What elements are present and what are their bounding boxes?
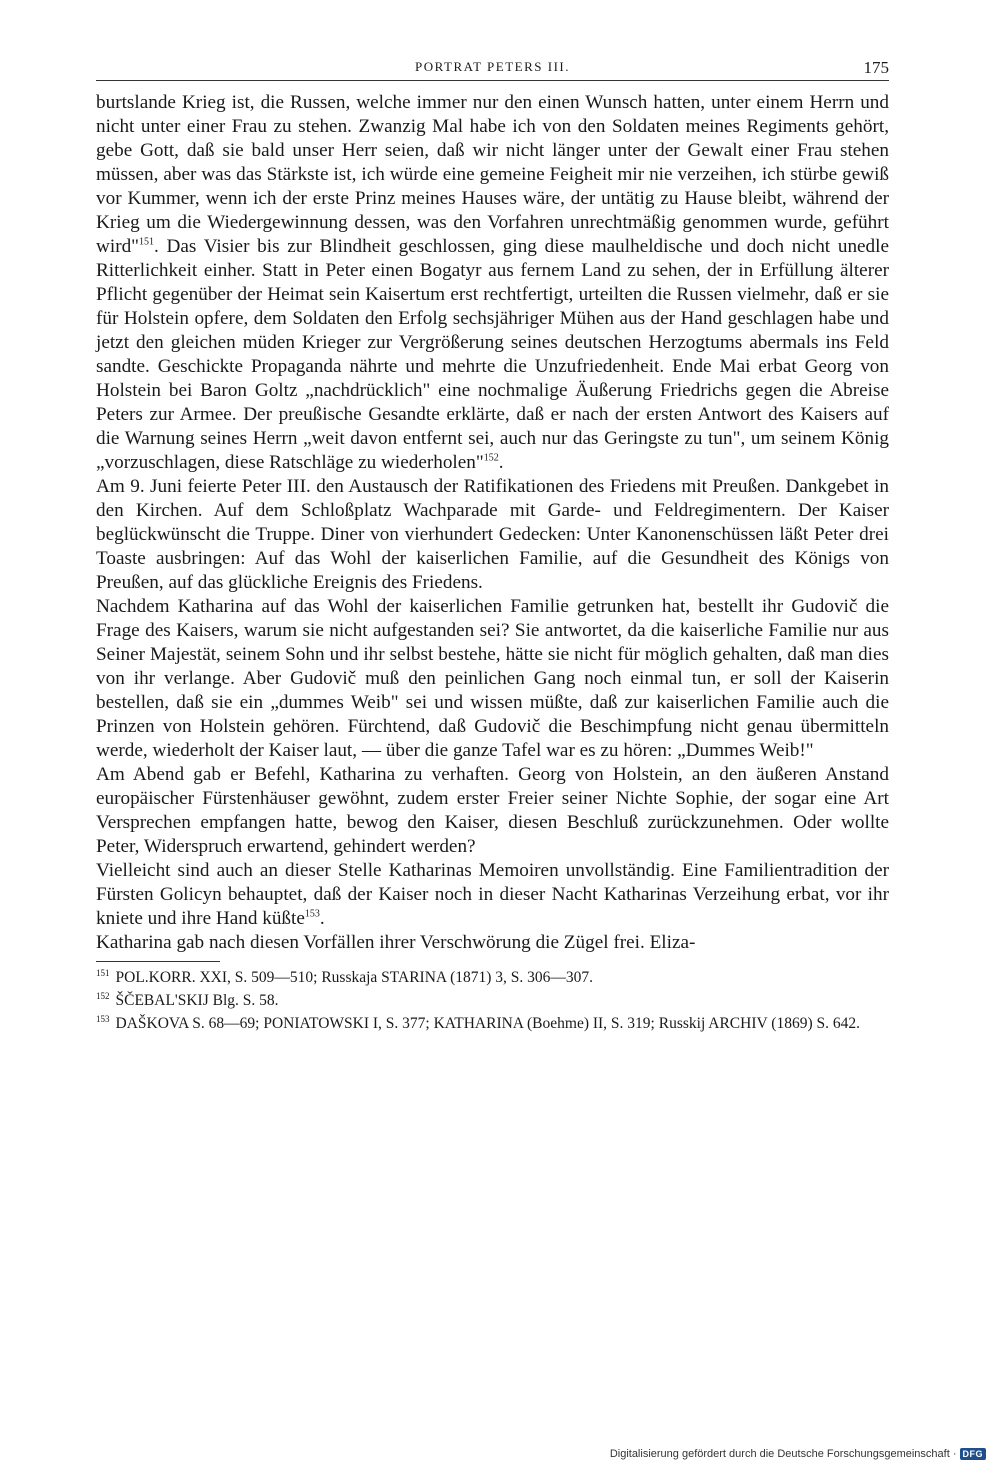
paragraph: Am Abend gab er Befehl, Katharina zu verhaften. Georg von Holstein, an den äußeren Anstand europäischer Fürstenhäuser gewöhnt, zudem erster Freier seiner Nichte Sophie, der sogar eine Art Versprechen empfangen hatte, bewog den Kaiser, diesen Beschluß zurückzunehmen. Oder wollte Peter, Widerspruch erwartend, gehindert werden? xyxy=(96,764,889,857)
book-page xyxy=(96,56,889,1033)
page-number: 175 xyxy=(863,58,889,77)
running-title: PORTRAT PETERS III. xyxy=(415,59,570,74)
footnote-text: ŠČEBAL'SKIJ Blg. S. 58. xyxy=(115,992,279,1010)
paragraph: Vielleicht sind auch an dieser Stelle Katharinas Memoiren unvollständig. Eine Familientradition der Fürsten Golicyn behauptet, daß der Kaiser noch in dieser Nacht Katharinas Verzeihung erbat, vor ihr kniete und ihre Hand küßte$^{153}$. xyxy=(96,860,889,929)
footnote-number: 152 xyxy=(96,991,110,1002)
footnotes xyxy=(96,964,889,1033)
paragraph: Am 9. Juni feierte Peter III. den Austausch der Ratifikationen des Friedens mit Preußen. Dankgebet in den Kirchen. Auf dem Schloßplatz Wachparade mit Garde- und Feldregimentern. Der Kaiser beglückwünscht die Truppe. Diner von vierhundert Gedecken: Unter Kanonenschüssen läßt Peter drei Toaste ausbringen: Auf das Wohl der kaiserlichen Familie, auf die Gesundheit des Königs von Preußen, auf das glückliche Ereignis des Friedens. xyxy=(96,476,889,593)
funding-text: Digitalisierung gefördert durch die Deutsche Forschungsgemeinschaft · xyxy=(609,1448,957,1460)
footnote-divider xyxy=(96,961,220,962)
dfg-logo: DFG xyxy=(960,1448,987,1460)
footnote-ref[interactable]: 151 xyxy=(139,236,155,248)
body-text xyxy=(96,91,889,955)
footnote-number: 153 xyxy=(96,1014,110,1025)
footnote-ref[interactable]: 153 xyxy=(304,908,320,920)
funding-note xyxy=(610,1448,986,1460)
paragraph: burtslande Krieg ist, die Russen, welche immer nur den einen Wunsch hatten, unter einem Herrn und nicht unter einer Frau zu stehen. Zwanzig Mal habe ich von den Soldaten meines Regiments gehört, gebe Gott, daß sie bald unser Herr seien, daß wir nicht länger unter der Gewalt einer Frau stehen müssen, aber was das Stärkste ist, ich würde eine gemeine Feigheit mir nie verzeihen, ich stürbe gewiß vor Kummer, wenn ich der erste Prinz meines Hauses wäre, der untätig zu Hause bleibt, während der Krieg um die Wiedergewinnung dessen, was den Vorfahren unrechtmäßig genommen wurde, geführt wird"$^{151}$. Das Visier bis zur Blindheit geschlossen, ging diese maulheldische und doch nicht unedle Ritterlichkeit einher. Statt in Peter einen Bogatyr aus fernem Land zu sehen, der in Erfüllung älterer Pflicht gegenüber der Heimat sein Kaisertum erst rechtfertigt, urteilten die Russen vielmehr, daß er sie für Holstein opfere, dem Soldaten den Erfolg sechsjähriger Mühen aus der Hand geschlagen habe und jetzt den gleichen müden Krieger zur Vergrößerung seines deutschen Herzogtums abermals ins Feld sandte. Geschickte Propaganda nährte und mehrte die Unzufriedenheit. Ende Mai erbat Georg von Holstein bei Baron Goltz „nachdrücklich" eine nochmalige Äußerung Friedrichs gegen die Abreise Peters zur Armee. Der preußische Gesandte erklärte, daß er nach der ersten Antwort des Kaisers auf die Warnung seines Herrn „weit davon entfernt sei, auch nur das Geringste zu tun", um seinem König „vorzuschlagen, diese Ratschläge zu wiederholen"$^{152}$. xyxy=(96,92,889,473)
footnote-number: 151 xyxy=(96,968,110,978)
footnote xyxy=(96,964,889,987)
paragraph: Katharina gab nach diesen Vorfällen ihrer Verschwörung die Zügel frei. Eliza- xyxy=(96,932,696,953)
paragraph: Nachdem Katharina auf das Wohl der kaiserlichen Familie getrunken hat, bestellt ihr Gudovič die Frage des Kaisers, warum sie nicht aufgestanden sei? Sie antwortet, da die kaiserliche Familie nur aus Seiner Majestät, seinem Sohn und ihr selbst bestehe, hätte sie nicht für möglich gehalten, daß man dies von ihr verlange. Aber Gudovič muß den peinlichen Gang noch einmal tun, er soll der Kaiserin bestellen, daß sie ein „dummes Weib" sei und wissen müßte, daß zur kaiserlichen Familie auch die Prinzen von Holstein gehören. Fürchtend, daß Gudovič die Beschimpfung nicht genau übermitteln werde, wiederholt der Kaiser laut, — über die ganze Tafel war es zu hören: „Dummes Weib!" xyxy=(96,596,889,761)
running-head xyxy=(96,56,889,81)
footnote-text: POL.KORR. XXI, S. 509—510; Russkaja STARINA (1871) 3, S. 306—307. xyxy=(115,969,594,987)
footnote xyxy=(96,987,889,1010)
footnote xyxy=(96,1010,889,1033)
footnote-text: DAŠKOVA S. 68—69; PONIATOWSKI I, S. 377; KATHARINA (Boehme) II, S. 319; Russkij ARCHIV (1869) S. 642. xyxy=(115,1015,860,1033)
footnote-ref[interactable]: 152 xyxy=(483,452,499,464)
